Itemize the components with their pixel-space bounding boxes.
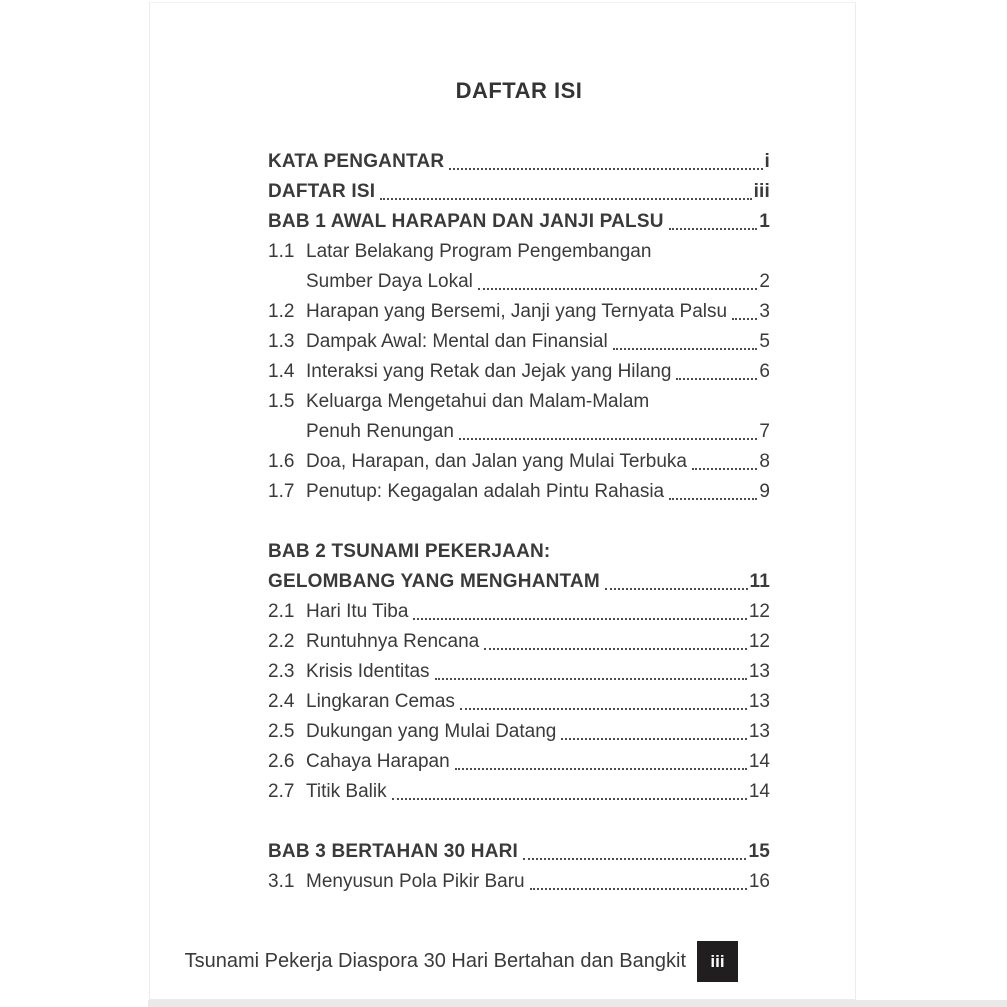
- toc-row-title: Interaksi yang Retak dan Jejak yang Hilang: [306, 361, 672, 382]
- toc-row-number: 2.1: [268, 601, 295, 622]
- footer-page-badge: iii: [697, 941, 738, 982]
- page-title: DAFTAR ISI: [455, 78, 583, 103]
- toc-row-number: 1.3: [268, 331, 295, 352]
- toc-row-page: 5: [759, 331, 770, 352]
- toc-row: [268, 627, 770, 657]
- toc-row-title: Runtuhnya Rencana: [306, 631, 480, 652]
- toc-list: [268, 147, 770, 897]
- toc-row-title: BAB 1 AWAL HARAPAN DAN JANJI PALSU: [268, 211, 664, 232]
- toc-row-number: 1.5: [268, 391, 295, 412]
- toc-row-page: 8: [759, 451, 770, 472]
- toc-row: [268, 387, 770, 417]
- toc-row: [268, 207, 770, 237]
- toc-row-page: 12: [748, 601, 770, 622]
- toc-row: [268, 537, 770, 567]
- toc-row-page: 6: [759, 361, 770, 382]
- toc-row-page: i: [764, 151, 770, 172]
- toc-row: [268, 417, 770, 447]
- toc-row-title: Latar Belakang Program Pengembangan: [306, 241, 652, 262]
- toc-row-title: DAFTAR ISI: [268, 181, 376, 202]
- toc-row-page: iii: [753, 181, 770, 202]
- toc-row-page: 2: [759, 271, 770, 292]
- toc-row-title: KATA PENGANTAR: [268, 151, 445, 172]
- toc-row-title: Krisis Identitas: [306, 661, 430, 682]
- toc-row: [268, 477, 770, 507]
- toc-row: [268, 747, 770, 777]
- toc-row-page: 7: [759, 421, 770, 442]
- toc-row-title: Dampak Awal: Mental dan Finansial: [306, 331, 608, 352]
- dot-leader: [449, 168, 762, 170]
- dot-leader: [460, 708, 747, 710]
- dot-leader: [413, 618, 746, 620]
- toc-row-title: Dukungan yang Mulai Datang: [306, 721, 557, 742]
- toc-row-title: Doa, Harapan, dan Jalan yang Mulai Terbuka: [306, 451, 687, 472]
- toc-row-number: 1.1: [268, 241, 295, 262]
- toc-row: [268, 237, 770, 267]
- toc-row-title: Menyusun Pola Pikir Baru: [306, 871, 525, 892]
- toc-row-number: 1.2: [268, 301, 295, 322]
- toc-row-title: Harapan yang Bersemi, Janji yang Ternyata Palsu: [306, 301, 728, 322]
- toc-row: [268, 597, 770, 627]
- toc-spacer: [268, 507, 770, 537]
- dot-leader: [459, 438, 758, 440]
- toc-row-title: Lingkaran Cemas: [306, 691, 455, 712]
- toc-row: [268, 687, 770, 717]
- toc-row-page: 14: [748, 751, 770, 772]
- toc-row: [268, 147, 770, 177]
- toc-row-title: GELOMBANG YANG MENGHANTAM: [268, 571, 600, 592]
- toc-row-page: 15: [748, 841, 770, 862]
- dot-leader: [605, 588, 748, 590]
- toc-row-title: BAB 2 TSUNAMI PEKERJAAN:: [268, 541, 551, 562]
- document-page: [149, 2, 856, 1000]
- toc-row-number: 2.4: [268, 691, 295, 712]
- toc-row-title: Penutup: Kegagalan adalah Pintu Rahasia: [306, 481, 665, 502]
- dot-leader: [561, 738, 747, 740]
- toc-row-title: Titik Balik: [306, 781, 387, 802]
- toc-row: [268, 867, 770, 897]
- toc-row-number: 2.7: [268, 781, 295, 802]
- toc-row-page: 13: [748, 721, 770, 742]
- toc-row-page: 9: [759, 481, 770, 502]
- page-footer: [185, 941, 738, 982]
- toc-row-number: 1.6: [268, 451, 295, 472]
- toc-row-number: 1.4: [268, 361, 295, 382]
- toc-row-title: Penuh Renungan: [306, 421, 454, 442]
- toc-row-number: 3.1: [268, 871, 295, 892]
- toc-row-number: 1.7: [268, 481, 295, 502]
- toc-row-page: 1: [759, 211, 770, 232]
- toc-row: [268, 297, 770, 327]
- dot-leader: [478, 288, 758, 290]
- toc-row: [268, 777, 770, 807]
- dot-leader: [484, 648, 747, 650]
- toc-row: [268, 657, 770, 687]
- toc-row: [268, 267, 770, 297]
- toc-row-title: Sumber Daya Lokal: [306, 271, 473, 292]
- footer-book-title: Tsunami Pekerja Diaspora 30 Hari Bertahan dan Bangkit: [184, 950, 686, 972]
- toc-row-page: 13: [748, 691, 770, 712]
- toc-row-title: Hari Itu Tiba: [306, 601, 409, 622]
- toc-row: [268, 567, 770, 597]
- dot-leader: [380, 198, 751, 200]
- toc-row-page: 14: [748, 781, 770, 802]
- toc-row-page: 11: [749, 571, 770, 592]
- toc-row: [268, 837, 770, 867]
- toc-row: [268, 327, 770, 357]
- dot-leader: [435, 678, 747, 680]
- toc-row-page: 3: [759, 301, 770, 322]
- dot-leader: [692, 468, 757, 470]
- toc-row-number: 2.2: [268, 631, 295, 652]
- toc-row: [268, 177, 770, 207]
- toc-row: [268, 447, 770, 477]
- toc-row-title: Cahaya Harapan: [306, 751, 450, 772]
- toc-row-number: 2.3: [268, 661, 295, 682]
- toc-row-page: 12: [748, 631, 770, 652]
- dot-leader: [732, 318, 757, 320]
- toc-row-title: BAB 3 BERTAHAN 30 HARI: [268, 841, 519, 862]
- dot-leader: [455, 768, 747, 770]
- dot-leader: [523, 858, 746, 860]
- toc-row-number: 2.6: [268, 751, 295, 772]
- dot-leader: [530, 888, 747, 890]
- toc-row: [268, 717, 770, 747]
- dot-leader: [669, 228, 758, 230]
- toc-row-title: Keluarga Mengetahui dan Malam-Malam: [306, 391, 650, 412]
- toc-row: [268, 357, 770, 387]
- toc-row-number: 2.5: [268, 721, 295, 742]
- toc-row-page: 16: [748, 871, 770, 892]
- dot-leader: [676, 378, 757, 380]
- dot-leader: [669, 498, 757, 500]
- dot-leader: [392, 798, 747, 800]
- dot-leader: [613, 348, 758, 350]
- toc-row-page: 13: [748, 661, 770, 682]
- bottom-shadow-band: [148, 1000, 1007, 1007]
- toc-spacer: [268, 807, 770, 837]
